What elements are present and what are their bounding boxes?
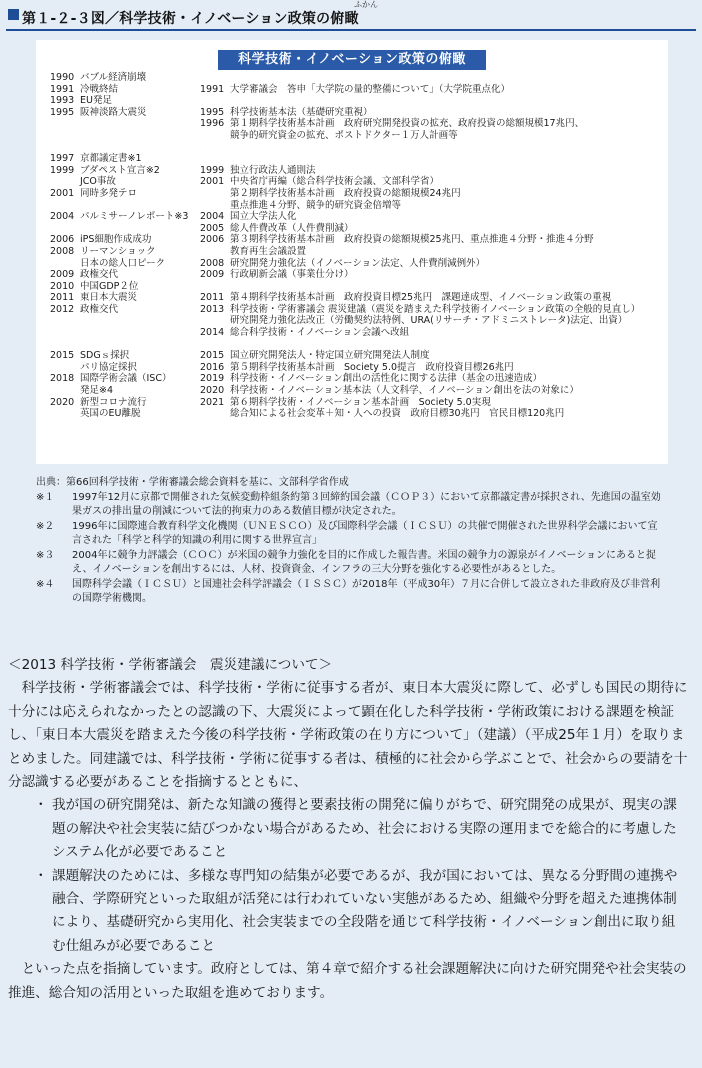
policy-year: 1995 bbox=[200, 106, 225, 118]
policy-event bbox=[230, 281, 660, 293]
world-event bbox=[80, 315, 200, 327]
footnote bbox=[36, 549, 666, 578]
world-event: バブル経済崩壊 bbox=[80, 72, 147, 83]
policy-year: 2006 bbox=[200, 234, 225, 246]
policy-year: 2020 bbox=[200, 385, 225, 397]
world-year bbox=[50, 223, 80, 235]
world-year: 1999 bbox=[50, 164, 75, 176]
world-year bbox=[50, 200, 80, 212]
policy-event: 重点推進４分野、競争的研究資金倍増等 bbox=[230, 199, 402, 211]
square-bullet-icon bbox=[8, 9, 19, 20]
timeline-row bbox=[50, 95, 660, 107]
policy-event: 中央省庁再編（総合科学技術会議、文部科学省） bbox=[230, 176, 440, 188]
policy-event: 行政刷新会議（事業仕分け） bbox=[230, 269, 354, 281]
world-year: 2012 bbox=[50, 303, 75, 315]
world-year: 2010 bbox=[50, 280, 75, 292]
policy-event bbox=[230, 72, 660, 84]
policy-year bbox=[200, 142, 230, 154]
timeline-row bbox=[50, 339, 660, 351]
timeline-row bbox=[50, 258, 660, 270]
world-event: 政権交代 bbox=[80, 269, 119, 281]
world-year bbox=[50, 258, 80, 270]
bullet-item bbox=[8, 794, 688, 864]
policy-year: 1991 bbox=[200, 83, 225, 95]
figure-header bbox=[0, 0, 702, 30]
footnote bbox=[36, 520, 666, 549]
footnote-mark: ※２ bbox=[36, 520, 55, 532]
policy-event: 総合知による社会変革＋知・人への投資 政府目標30兆円 官民目標120兆円 bbox=[230, 408, 565, 420]
policy-event: 科学技術・イノベーション基本法（人文科学、イノベーション創出を法の対象に） bbox=[230, 385, 579, 397]
bullet-mark: ・ bbox=[34, 867, 48, 884]
world-year bbox=[50, 339, 80, 351]
policy-year bbox=[200, 246, 230, 258]
footnote-mark: ※３ bbox=[36, 549, 55, 561]
timeline-row bbox=[50, 408, 660, 420]
world-event: パルミサーノレポート※3 bbox=[80, 211, 189, 223]
world-year bbox=[50, 408, 80, 420]
world-year: 1993 bbox=[50, 95, 75, 107]
policy-event: 第６期科学技術・イノベーション基本計画 Society 5.0実現 bbox=[230, 396, 491, 408]
world-year bbox=[50, 130, 80, 142]
timeline-row bbox=[50, 142, 660, 154]
world-year: 2011 bbox=[50, 292, 75, 304]
paragraph-1: 科学技術・学術審議会では、科学技術・学術に従事する者が、東日本大震災に際して、必ずしも国民の期待に十分には応えられなかったとの認識の下、大震災によって顕在化した科学技術・学術政策における課題を検証し、「東日本大震災を踏まえた今後の科学技術・学術政策の在り方について」（建議）（平成25年１月）を取りまとめました。同建議では、科学技術・学術に従事する者は、積極的に社会から学ぶことで、社会からの要請を十分認識する必要があることを指摘するとともに、 bbox=[8, 680, 688, 791]
bullet-text: 我が国の研究開発は、新たな知識の獲得と要素技術の開発に偏りがちで、研究開発の成果が、現実の課題の解決や社会実装に結びつかない場合があるため、社会における実際の運用までを総合的に考慮したシステム化が必要であること bbox=[52, 797, 677, 861]
footnote-text: 1997年12月に京都で開催された気候変動枠組条約第３回締約国会議（ＣＯＰ３）において京都議定書が採択され、先進国の温室効果ガスの排出量の削減について法的拘束力のある数値目標が決定された。 bbox=[72, 491, 661, 517]
policy-year: 2014 bbox=[200, 327, 225, 339]
world-year bbox=[50, 385, 80, 397]
world-event bbox=[80, 142, 200, 154]
world-event bbox=[80, 327, 200, 339]
timeline-row bbox=[50, 223, 660, 235]
footnote-text: 1996年に国際連合教育科学文化機関（ＵＮＥＳＣＯ）及び国際科学会議（ＩＣＳＵ）の共催で開催された世界科学会議において宣言された「科学と科学的知識の利用に関する世界宣言」 bbox=[72, 520, 658, 546]
world-year bbox=[50, 118, 80, 130]
footnote bbox=[36, 491, 666, 520]
policy-event: 第１期科学技術基本計画 政府研究開発投資の拡充、政府投資の総額規模17兆円、 bbox=[230, 118, 585, 130]
policy-year: 2008 bbox=[200, 257, 225, 269]
policy-year bbox=[200, 315, 230, 327]
policy-year bbox=[200, 188, 230, 200]
world-event: 中国GDP２位 bbox=[80, 280, 139, 292]
world-year: 2015 bbox=[50, 350, 75, 362]
policy-event: 第３期科学技術基本計画 政府投資の総額規模25兆円、重点推進４分野・推進４分野 bbox=[230, 234, 594, 246]
world-year: 2008 bbox=[50, 245, 75, 257]
policy-year bbox=[200, 153, 230, 165]
timeline-table bbox=[50, 72, 660, 420]
world-event bbox=[80, 118, 200, 130]
policy-year: 2011 bbox=[200, 292, 225, 304]
bullet-list bbox=[8, 794, 688, 958]
world-year: 2004 bbox=[50, 211, 75, 223]
timeline-row bbox=[50, 292, 660, 304]
world-event: 発足※4 bbox=[80, 385, 114, 397]
policy-year: 2021 bbox=[200, 396, 225, 408]
world-event: 英国のEU離脱 bbox=[80, 408, 141, 420]
policy-event: 大学審議会 答申「大学院の量的整備について」（大学院重点化） bbox=[230, 83, 511, 95]
world-event: 冷戦終結 bbox=[80, 83, 119, 95]
policy-year: 2015 bbox=[200, 350, 225, 362]
policy-year bbox=[200, 339, 230, 351]
world-event: 京都議定書※1 bbox=[80, 153, 142, 165]
timeline-row bbox=[50, 118, 660, 130]
world-event bbox=[80, 200, 200, 212]
world-year bbox=[50, 315, 80, 327]
policy-year bbox=[200, 200, 230, 212]
section-heading: ＜2013 科学技術・学術審議会 震災建議について＞ bbox=[8, 657, 333, 673]
policy-event: 研究開発力強化法改正（労働契約法特例、URA(リサーチ・アドミニストレータ)法定、出資） bbox=[230, 315, 628, 327]
timeline-row bbox=[50, 246, 660, 258]
world-event: 政権交代 bbox=[80, 303, 119, 315]
footnote-text: 国際科学会議（ＩＣＳＵ）と国連社会科学評議会（ＩＳＳＣ）が2018年（平成30年）７月に合併して設立された非政府及び非営利の国際学術機関。 bbox=[72, 578, 661, 604]
policy-event: 教育再生会議設置 bbox=[230, 245, 307, 257]
world-event: 国際学術会議（ISC） bbox=[80, 373, 172, 385]
policy-year bbox=[200, 72, 230, 84]
timeline-row bbox=[50, 211, 660, 223]
world-year bbox=[50, 142, 80, 154]
timeline-row bbox=[50, 84, 660, 96]
world-year: 2009 bbox=[50, 269, 75, 281]
footnote bbox=[36, 578, 666, 607]
ruby-annotation: ふかん bbox=[354, 0, 378, 9]
timeline-row bbox=[50, 188, 660, 200]
world-year: 2020 bbox=[50, 396, 75, 408]
world-event: 同時多発テロ bbox=[80, 187, 138, 199]
policy-year: 2019 bbox=[200, 373, 225, 385]
timeline-row bbox=[50, 397, 660, 409]
timeline-row bbox=[50, 200, 660, 212]
figure-notes bbox=[36, 476, 666, 607]
timeline-row bbox=[50, 176, 660, 188]
world-event: EU発足 bbox=[80, 95, 112, 107]
policy-event: 科学技術・学術審議会 震災建議（震災を踏まえた科学技術イノベーション政策の全般的見直し） bbox=[230, 303, 641, 315]
footnote-mark: ※４ bbox=[36, 578, 55, 590]
timeline-row bbox=[50, 72, 660, 84]
footnote-list bbox=[36, 491, 666, 607]
timeline-panel bbox=[36, 40, 668, 464]
timeline-row bbox=[50, 315, 660, 327]
world-event: JCO事故 bbox=[80, 176, 116, 188]
timeline-row bbox=[50, 385, 660, 397]
policy-year bbox=[200, 408, 230, 420]
policy-year: 2016 bbox=[200, 361, 225, 373]
world-year bbox=[50, 176, 80, 188]
timeline-row bbox=[50, 373, 660, 385]
timeline-row bbox=[50, 304, 660, 316]
source-note: 出典：第66回科学技術・学術審議会総会資料を基に、文部科学省作成 bbox=[36, 477, 349, 488]
world-event: 日本の総人口ピーク bbox=[80, 257, 166, 269]
timeline-row bbox=[50, 327, 660, 339]
paragraph-2: といった点を指摘しています。政府としては、第４章で紹介する社会課題解決に向けた研究開発や社会実装の推進、総合知の活用といった取組を進めております。 bbox=[8, 961, 687, 1001]
world-year: 1997 bbox=[50, 153, 75, 165]
policy-event: 国立研究開発法人・特定国立研究開発法人制度 bbox=[230, 350, 430, 362]
policy-event: 第４期科学技術基本計画 政府投資目標25兆円 課題達成型、イノベーション政策の重視 bbox=[230, 292, 612, 304]
timeline-row bbox=[50, 234, 660, 246]
bullet-mark: ・ bbox=[34, 797, 48, 814]
policy-year bbox=[200, 130, 230, 142]
world-year: 1990 bbox=[50, 72, 75, 83]
figure-title: 第１-２-３図／科学技術・イノベーション政策の俯瞰 bbox=[22, 11, 359, 27]
policy-event: 国立大学法人化 bbox=[230, 211, 297, 223]
timeline-row bbox=[50, 362, 660, 374]
policy-year: 2005 bbox=[200, 222, 225, 234]
panel-title: 科学技術・イノベーション政策の俯瞰 bbox=[218, 50, 486, 70]
world-event: リーマンショック bbox=[80, 245, 156, 257]
timeline-row bbox=[50, 130, 660, 142]
footnote-mark: ※１ bbox=[36, 491, 55, 503]
policy-event: 科学技術基本法（基礎研究重視） bbox=[230, 106, 373, 118]
world-event: 阪神淡路大震災 bbox=[80, 106, 147, 118]
policy-event bbox=[230, 339, 660, 351]
policy-year: 1999 bbox=[200, 164, 225, 176]
world-event bbox=[80, 130, 200, 142]
world-year bbox=[50, 327, 80, 339]
world-year: 1991 bbox=[50, 83, 75, 95]
footnote-text: 2004年に競争力評議会（ＣＯＣ）が米国の競争力強化を目的に作成した報告書。米国の競争力の源泉がイノベーションにあると捉え、イノベーションを創出するには、人材、投資資金、インフラの三大分野を強化する必要性があるとした。 bbox=[72, 549, 657, 575]
timeline-row bbox=[50, 350, 660, 362]
world-event bbox=[80, 223, 200, 235]
policy-year: 2001 bbox=[200, 176, 225, 188]
world-event: パリ協定採択 bbox=[80, 361, 138, 373]
policy-year bbox=[200, 281, 230, 293]
world-event: iPS細胞作成成功 bbox=[80, 234, 152, 246]
world-event bbox=[80, 339, 200, 351]
world-event: ブダペスト宣言※2 bbox=[80, 164, 160, 176]
header-rule bbox=[6, 29, 696, 31]
policy-year: 1996 bbox=[200, 118, 225, 130]
policy-event: 競争的研究資金の拡充、ポストドクター１万人計画等 bbox=[230, 129, 458, 141]
policy-event: 第５期科学技術基本計画 Society 5.0提言 政府投資目標26兆円 bbox=[230, 361, 514, 373]
bullet-item bbox=[8, 865, 688, 959]
world-year: 1995 bbox=[50, 106, 75, 118]
policy-event: 第２期科学技術基本計画 政府投資の総額規模24兆円 bbox=[230, 187, 461, 199]
policy-event: 研究開発力強化法（イノベーション法定、人件費削減例外） bbox=[230, 257, 486, 269]
policy-event bbox=[230, 95, 660, 107]
bullet-text: 課題解決のためには、多様な専門知の結集が必要であるが、我が国においては、異なる分野間の連携や融合、学際研究といった取組が活発には行われていない実態があるため、組織や分野を超えた連携体制により、基礎研究から実用化、社会実装までの全段階を通じて科学技術・イノベーション創出に取り組む仕組みが必要であること bbox=[52, 867, 678, 954]
world-event: 新型コロナ流行 bbox=[80, 396, 147, 408]
world-event: 東日本大震災 bbox=[80, 292, 138, 304]
policy-year: 2013 bbox=[200, 303, 225, 315]
commentary-section bbox=[8, 654, 688, 1005]
policy-event: 総人件費改革（人件費削減） bbox=[230, 222, 354, 234]
policy-event bbox=[230, 153, 660, 165]
policy-event: 科学技術・イノベーション創出の活性化に関する法律（基金の迅速造成） bbox=[230, 373, 543, 385]
policy-year bbox=[200, 95, 230, 107]
world-year: 2006 bbox=[50, 234, 75, 246]
policy-year: 2004 bbox=[200, 211, 225, 223]
policy-event bbox=[230, 142, 660, 154]
timeline-row bbox=[50, 269, 660, 281]
world-year bbox=[50, 362, 80, 374]
world-year: 2018 bbox=[50, 373, 75, 385]
policy-year: 2009 bbox=[200, 269, 225, 281]
world-event: SDGｓ採択 bbox=[80, 350, 130, 362]
timeline-row bbox=[50, 165, 660, 177]
world-year: 2001 bbox=[50, 187, 75, 199]
policy-event: 独立行政法人通則法 bbox=[230, 164, 316, 176]
timeline-row bbox=[50, 107, 660, 119]
policy-event: 総合科学技術・イノベーション会議へ改組 bbox=[230, 327, 410, 339]
timeline-row bbox=[50, 153, 660, 165]
timeline-row bbox=[50, 281, 660, 293]
